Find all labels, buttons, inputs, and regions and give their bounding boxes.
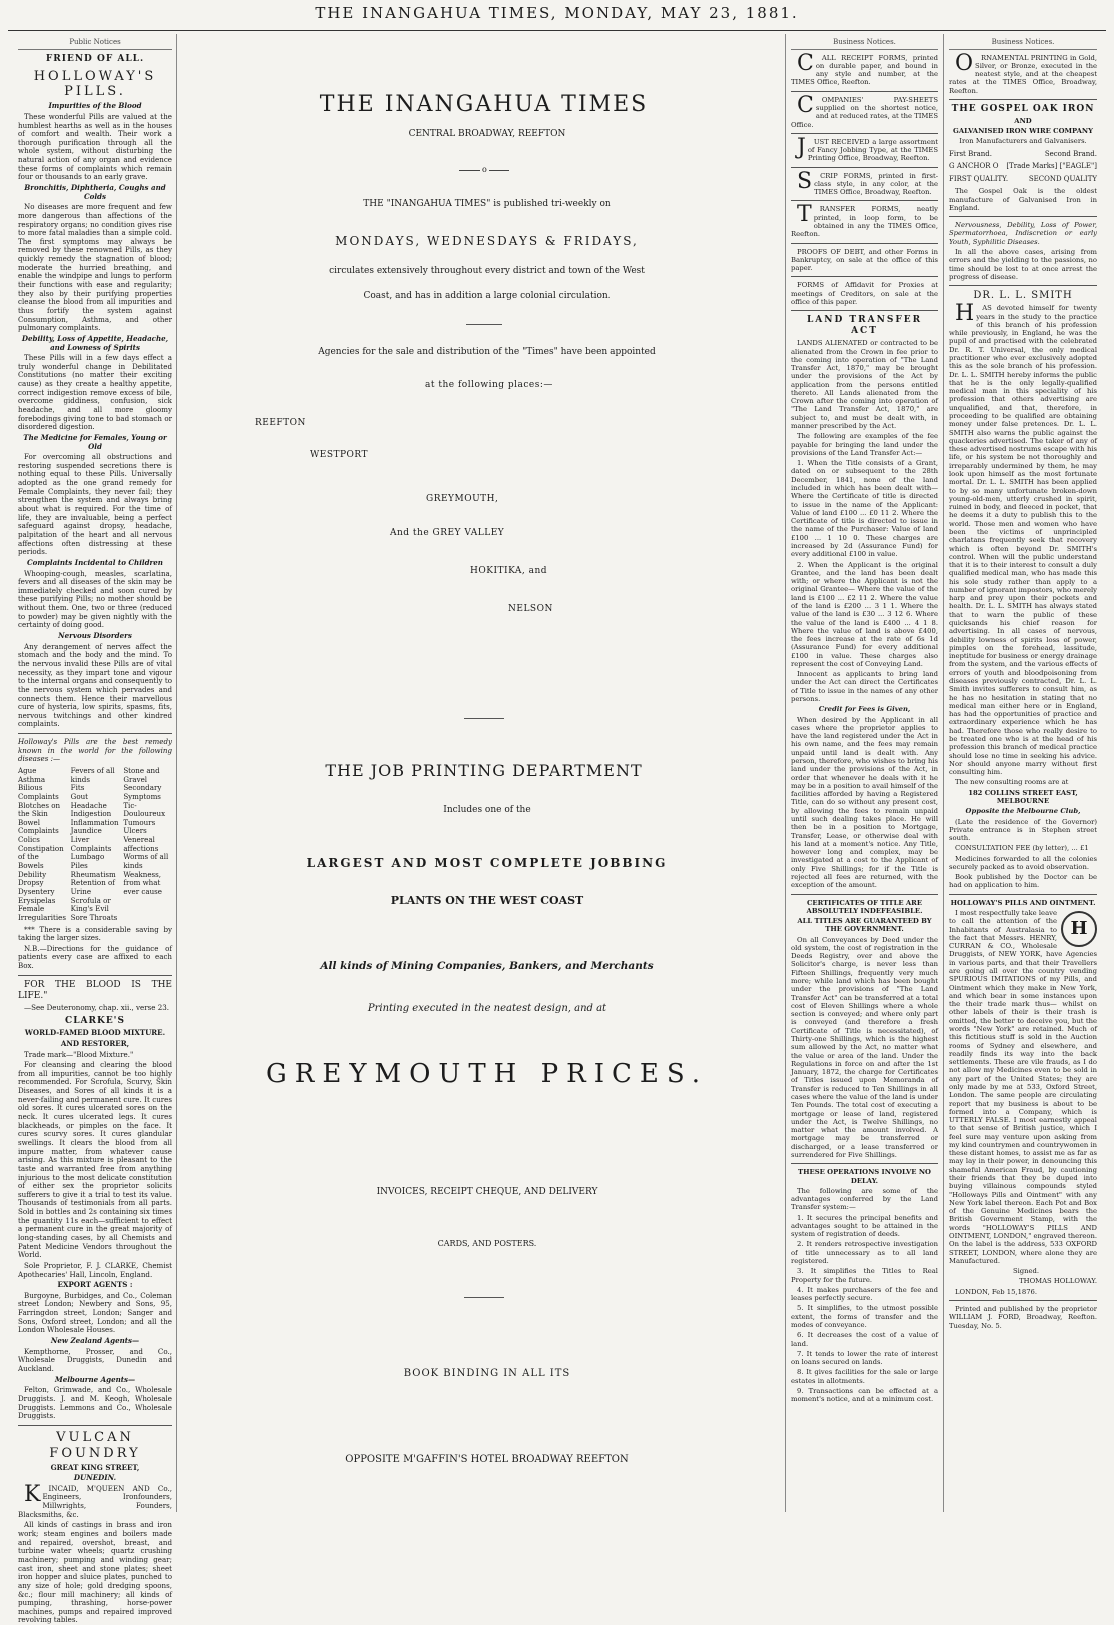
agencies-text: Agencies for the sale and distribution of the "Times" have been appointed [318,347,656,358]
paragraph: Innocent as applicants to bring land under the Act can direct the Certificates of Title to issue in the names of any other persons. [791,670,938,704]
disease-item: Ague [18,765,37,775]
disease-item: Rheumatism [70,869,116,879]
brand-label: First Brand. [949,149,992,158]
advantage-item: 2. It renders retrospective investigation of title unnecessary as to all land registered. [791,1240,938,1266]
notice: PROOFS OF DEBT, and other Forms in Bankruptcy, on sale at the office of this paper. [791,247,938,273]
clarke-title: CLARKE'S [65,1016,125,1027]
places-intro: at the following places:— [425,380,553,391]
vulcan-street: GREAT KING STREET, [50,1462,140,1472]
doctor-opposite: Opposite the Melbourne Club, [965,807,1081,816]
place-name: NELSON [508,604,553,615]
newspaper-title: THE INANGAHUA TIMES [319,92,649,117]
rule [464,1297,504,1298]
address: CENTRAL BROADWAY, REEFTON [408,128,566,139]
disease-item: Sore Throats [70,912,118,922]
paragraph: 1. When the Title consists of a Grant, dated on or subsequent to the 28th December, 1841, none of the land included in which has been dealt with— Where the Certificate of title is directed to issue in the name of the Applicant: Value of land £100 ... £0 11 2. Where the Certificate of title is directed to issue in the name of the Purchaser: Value of land £100 ... 1 10 0. These charges are increased by 2d (Assurance Fund) for every additional £100 in value. [791,459,938,559]
section-heading: EXPORT AGENTS : [57,1280,133,1290]
disease-item: Fevers of all kinds [70,765,115,784]
section-heading: THESE OPERATIONS INVOLVE NO DELAY. [798,1168,931,1185]
trade-marks: [Trade Marks] ["EAGLE"] [1006,162,1097,171]
proprietor: Sole Proprietor, F. J. CLARKE, Chemist Apothecaries' Hall, Lincoln, England. [18,1260,172,1279]
paragraph: CONSULTATION FEE (by letter), ... £1 [955,844,1089,853]
section-heading: Melbourne Agents— [54,1374,136,1384]
disease-item: Debility [18,869,47,879]
paragraph: Book published by the Doctor can be had on application to him. [949,873,1097,890]
signature: THOMAS HOLLOWAY. [1019,1277,1097,1286]
paragraph: Burgoyne, Burbidges, and Co., Coleman street London; Newbery and Sons, 95, Farringdon street, London; Sanger and Sons, Oxford street, London; and all the London Wholesale Houses. [18,1290,172,1335]
doctor-title: DR. L. L. SMITH [973,290,1073,302]
masthead-rule [8,30,1106,31]
trademark: Trade mark—"Blood Mixture." [24,1049,134,1059]
advantage-item: 6. It decreases the cost of a value of land. [791,1331,938,1348]
disease-item: Retention of Urine [70,878,115,896]
disease-item: Piles [70,861,88,871]
paragraph: The Gospel Oak is the oldest manufacture of Galvanised Iron in England. [949,187,1097,212]
rule [18,1425,172,1426]
note: *** There is a considerable saving by taking the larger sizes. [18,924,172,943]
advantage-item: 4. It makes purchasers of the fee and leases perfectly secure. [791,1285,938,1303]
notice: COMPANIES' PAY-SHEETS supplied on the shortest notice, and at reduced rates, at the TIMES Office. [791,92,938,129]
rule [791,91,938,92]
disease-item: Weakness, from what ever cause [123,869,162,896]
mining-text: All kinds of Mining Companies, Bankers, and Merchants [320,959,654,972]
paragraph: No diseases are more frequent and few more dangerous than affections of the respiratory organs; no condition gives rise to more fatal maladies than a simple cold. The first symptoms may always be removed by these renowned Pills, as they quickly remedy the stagnation of blood; moderate the hurried breathing, and enable the windpipe and lungs to perform their functions with ease and regularity; they also by their purifying properties cleanse the blood from all impurities and thus fortify the system against Consumption, Asthma, and other pulmonary complaints. [18,202,172,333]
brand-row [949,150,1097,159]
place-name: REEFTON [255,418,306,429]
advantage-item: 7. It tends to lower the rate of interest on loans secured on lands. [791,1349,938,1367]
paragraph: For cleansing and clearing the blood from all impurities, cannot be too highly recommended. For Scrofula, Scurvy, Skin Diseases, and Sores of all kinds it is a never-failing and permanent cure. It cures old sores. It cures ulcerated sores on the neck. It cures ulcerated legs. It cures blackheads, or pimples on the face. It cures scurvy sores. It cures glandular swellings. It clears the blood from all impure matter, from whatever cause arising. As this mixture is pleasant to the taste and warranted free from anything injurious to the most delicate constitution of either sex the proprietor solicits sufferers to give it a trial to test its value. Thousands of testimonials from all parts. Sold in bottles and 2s containing six times the quantity 11s each—sufficient to effect a permanent cure in the great majority of long-standing cases, by all Chemists and Patent Medicine Vendors throughout the World. [18,1060,172,1260]
remedy-heading: Holloway's Pills are the best remedy known in the world for the following diseases :— [18,737,172,764]
gospel-subtitle: GALVANISED IRON WIRE COMPANY [953,127,1093,136]
binding-text: BOOK BINDING IN ALL ITS [403,1368,571,1380]
paragraph: I most respectfully take leave to call the attention of the Inhabitants of Australasia to the fact that Messrs. HENRY, CURRAN & CO., Wholesale Druggists, of NEW YORK, have Agencies in various parts, and that their Travellers are going all over the country vending SPURIOUS IMITATIONS of my Pills, and Ointment which they make in New York, and which bear in some instances upon the their trade mark thus— whilst on other labels of their is their trash is omitted, the better to deceive you, but the words "New York" are retained. Much of this fictitious stuff is sold in the Auction rooms of Sydney and elsewhere, and readily finds its way into the back settlements. These are vile frauds, as I do not allow my Medicines even to be sold in any part of the United States; they are only made by me at 533, Oxford Street, London. The same people are circulating report that my business is about to be formed into a Company, which is UTTERLY FALSE. I most earnestly appeal to that sense of British justice, which I feel sure may venture upon asking from my kind countrymen and countrywomen in these distant homes, to assist me as far as may lay in their power, in denouncing this shameful American Fraud, by cautioning their friends that they be duped into buying villainous compounds styled "Holloways Pills and Ointment" with any New York label thereon. Each Pot and Box of the Genuine Medicines bears the British Government Stamp, with the words "HOLLOWAY'S PILLS AND OINTMENT, LONDON," engraved thereon. On the label is the address, 533 OXFORD STREET, LONDON, where alone they are Manufactured. [949,909,1097,1265]
disease-item: Dysentery [18,886,55,896]
rule [949,894,1097,895]
rule [949,216,1097,217]
clarke-subtitle: WORLD-FAMED BLOOD MIXTURE. [24,1028,166,1038]
place-name: And the GREY VALLEY [390,528,505,539]
column-public-notices [18,38,172,1625]
rule [949,99,1097,100]
paragraph: The following are some of the advantages conferred by the Land Transfer system:— [791,1186,938,1212]
vulcan-title: VULCAN FOUNDRY [49,1429,141,1461]
holloway-title: HOLLOWAY'S PILLS. [33,68,157,100]
paragraph: When desired by the Applicant in all cases where the proprietor applies to have the land registered under the Act in his own name, and the fees may remain unpaid until land is dealt with. Any person, therefore, who wishes to bring his land under the provisions of the Act, in order that whenever he deals with it he may be in a position to avail himself of the facilities afforded by having a Registered Title, can do so without any present cost, by allowing the fees to remain unpaid until such dealing takes place. He will then be in a position to Mortgage, Transfer, Lease, or otherwise deal with his land at a moment's notice. Any Title, however long and complex, may be investigated at a cost to the Applicant of only Five Shillings; for if the Title is rejected all fees are returned, with the exception of the amount. [791,715,938,890]
rule [791,894,938,895]
quality-label: FIRST QUALITY. [949,174,1009,183]
date: LONDON, Feb 15,1876. [955,1287,1038,1296]
column-header: Business Notices. [791,38,938,50]
masthead [0,4,1114,30]
caution-heading: HOLLOWAY'S PILLS AND OINTMENT. [950,898,1096,907]
signed: Signed. [1012,1267,1040,1276]
disease-item: Asthma [18,774,46,784]
disease-item: Scrofula or King's Evil [70,895,111,914]
brand-mark: G ANCHOR O [949,162,999,171]
coast-text: Coast, and has in addition a large colonial circulation. [363,291,611,302]
paragraph: LANDS ALIENATED or contracted to be alienated from the Crown in fee prior to the coming into operation of "The Land Transfer Act, 1870," may be brought under the provisions of the Act by application from the persons entitled thereto. All Lands alienated from the Crown after the coming into operation of "The Land Transfer Act, 1870," are subject to, and must be dealt with, in manner prescribed by the Act. [791,339,938,431]
disease-item: Tumours [123,817,156,827]
disease-item: Bowel Complaints [18,817,59,836]
section-heading: Impurities of the Blood [48,101,142,111]
invoices-text: INVOICES, RECEIPT CHEQUE, AND DELIVERY [376,1186,598,1197]
advantage-item: 5. It simplifies, to the utmost possible extent, the forms of transfer and the modes of conveyance. [791,1304,938,1329]
vulcan-city: DUNEDIN. [73,1473,117,1483]
rule [949,285,1097,286]
paragraph: For overcoming all obstructions and restoring suspended secretions there is nothing equal to these Pills. Universally adopted as the one grand remedy for Female Complaints, they never fail; they strengthen the system and always bring about what is required. For the time of life, they are invaluable, being a perfect safeguard against dropsy, headache, palpitation of the heart and all nervous affections often distressing at these periods. [18,452,172,557]
notice: CALL RECEIPT FORMS, printed on durable paper, and bound in any style and number, at the TIMES Office, Reefton. [791,50,938,87]
notice: FORMS of Affidavit for Proxies at meetings of Creditors, on sale at the office of this paper. [791,281,938,306]
advantage-item: 1. It secures the principal benefits and advantages sought to be attained in the system of registration of deeds. [791,1213,938,1239]
section-heading: Credit for Fees is Given, [818,705,911,714]
quality-label: SECOND QUALITY [1028,174,1097,183]
section-heading: Complaints Incidental to Children [27,557,163,567]
rule [791,167,938,168]
notice: JUST RECEIVED a large assortment of Fancy Jobbing Type, at the TIMES Printing Office, Broadway, Reefton. [797,134,938,163]
paragraph: 2. When the Applicant is the original Grantee, and the land has been dealt with; or where the Applicant is not the original Grantee— Where the value of the land is £100 ... £2 11 2. Where the value of the land is £200 ... 3 1 1. Where the value of the land is £30 ... 3 12 6. Where the value of the land is £400 ... 4 1 8. Where the value of land is above £400, the fees increase at the rate of 6s 1d (Assurance Fund) for every additional £100 in value. These charges also represent the cost of Conveying Land. [791,560,938,668]
rule [791,310,938,311]
disease-item: Constipation of the Bowels [18,843,64,871]
published-text: THE "INANGAHUA TIMES" is published tri-weekly on [363,198,611,209]
disease-item: Colics [18,835,40,845]
section-heading: Bronchitis, Diphtheria, Coughs and Colds [24,182,166,201]
paragraph: Kempthorne, Prosser, and Co., Wholesale Druggists, Dunedin and Auckland. [18,1346,172,1373]
brand-marks [949,162,1097,171]
advantages-list [791,1214,938,1404]
column-divider [785,34,786,1512]
seal-letter: H [1070,918,1088,940]
rule [791,243,938,244]
greymouth-prices: GREYMOUTH PRICES. [266,1058,708,1089]
largest-text: LARGEST AND MOST COMPLETE JOBBING [306,855,668,870]
section-heading: CERTIFICATES OF TITLE ARE ABSOLUTELY INDEFEASIBLE. [806,898,923,915]
paragraph: Any derangement of nerves affect the stomach and the body and the mind. To the nervous invalid these Pills are of vital necessity, as they impart tone and vigour to the internal organs and consequently to the nervous system which pervades and connects them. Hence their marvellous cure of hysteria, low spirits, spasms, fits, nervous twitchings and other kindred complaints. [18,641,172,729]
rule [791,276,938,277]
brand-label: Second Brand. [1044,149,1097,158]
gospel-makers: Iron Manufacturers and Galvanisers. [959,137,1087,146]
restorer-heading: AND RESTORER, [60,1038,130,1048]
place-name: HOKITIKA, and [470,566,548,577]
disease-item: Female Irregularities [18,904,67,922]
paragraph: Whooping-cough, measles, scarlatina, fevers and all diseases of the skin may be immediately checked and soon cured by these purifying Pills; no mother should be without them. One, two or three (reduced to powder) may be given nightly with the certainty of doing good. [18,568,172,630]
note: N.B.—Directions for the guidance of patients every case are affixed to each Box. [18,943,172,971]
disease-item: Ulcers [123,826,147,836]
section-heading: New Zealand Agents— [50,1336,140,1346]
rule [791,1163,938,1164]
places-block [190,358,778,688]
gospel-and: AND [1014,116,1032,125]
paragraph: (Late the residence of the Governor) Private entrance is in Stephen street south. [949,817,1097,843]
paragraph: Felton, Grimwade, and Co., Wholesale Druggists. J. and M. Keogh, Wholesale Druggists. Lemmons and Co., Wholesale Druggists. [18,1385,172,1421]
disease-item: Dropsy [18,878,44,888]
place-name: WESTPORT [310,450,369,461]
section-heading: The Medicine for Females, Young or Old [23,432,167,451]
section-heading: Debility, Loss of Appetite, Headache, and Lowness of Spirits [21,333,169,352]
disease-item: Gout [70,791,89,801]
doctor-address: 182 COLLINS STREET EAST, MELBOURNE [968,788,1078,805]
column-header: Public Notices [18,38,172,50]
notice: SCRIP FORMS, printed in first-class style, in any color, at the TIMES Office, Broadway, Reefton. [797,168,938,197]
disease-item: Lumbago [70,852,105,862]
rule [791,200,938,201]
rule [464,718,504,719]
includes-text: Includes one of the [443,804,531,815]
ornament [459,170,509,171]
place-name: GREYMOUTH, [426,494,499,505]
notice: ORNAMENTAL PRINTING in Gold, Silver, or Bronze, executed in the neatest style, and at the cheapest rates at the TIMES Office, Broadway, Reefton. [949,50,1097,95]
rule [949,1300,1097,1301]
rule [791,133,938,134]
column-header: Business Notices. [949,38,1097,50]
brand-quality [949,175,1097,184]
rule [18,733,172,734]
paragraph: Medicines forwarded to all the colonies securely packed as to avoid observation. [949,854,1097,871]
masthead-text: THE INANGAHUA TIMES, MONDAY, MAY 23, 1881. [315,4,799,22]
section-heading: ALL TITLES ARE GUARANTEED BY THE GOVERNMENT. [797,917,932,934]
disease-item: Fits [70,783,85,793]
disease-item: Bilious Complaints [18,783,59,801]
rule [466,324,502,325]
nervous-heading: Nervousness, Debility, Loss of Power, Spermatorrhoea, Indiscretion or early Youth, Syphilitic Diseases. [949,221,1097,246]
column-divider [176,34,177,1512]
gospel-oak-title: THE GOSPEL OAK IRON [951,103,1095,114]
paragraph: HAS devoted himself for twenty years in the study to the practice of this branch of his profession while previously, in England, he was the pupil of and practised with the celebrated Dr. R. T. Universal, the only medical practitioner who ever exclusively adopted this as the sole branch of his profession. Dr. L. L. SMITH hereby informs the public that he is the only legally-qualified medical man in this speciality of his profession that others advertising are unqualified, and that, therefore, in proceeding to be qualified are obtaining money under false pretences. Dr. L. L. SMITH also warns the public against the quackeries advertised. The taker of any of these advertised nostrums escape with his life, or his system be not thoroughly and irreparably undermined by them, he may look upon himself as the most fortunate mortal. Dr. L. L. SMITH has been applied to by so many unfortunate broken-down young-old-men, utterly crushed in spirit, ruined in body, and fleeced in pocket, that he deems it a duty to publish this to the world. Those men and women who have been the victims of unprincipled charlatans frequently seek that recovery which is often beyond Dr. SMITH's control. When will the public understand that it is to their interest to consult a duly qualified medical man, who has made this his sole study rather than apply to a number of ignorant impostors, who merely harp and prey upon their pockets and health. Dr. L. L. SMITH has always stated that to warn the public of these quicksands his chief reason for advertising. In all cases of nervous, debility lowness of spirits loss of power, pimples on the forehead, lassitude, ineptitude for business or energy drainage from the system, and the various effects of errors of youth and bloodpoisoning from diseases previously contracted, Dr. L. L. Smith invites sufferers to consult him, as he has no hesitation in stating that no medical man either here or in England, has had the opportunities of practice and extraordinary experience which he has had. Therefore those who really desire to be treated one who is at the head of his profession this branch of medical practice should lose no time in seeking his advice. Nor should anyone marry without first consulting him. [949,301,1097,777]
opposite-text: OPPOSITE M'GAFFIN'S HOTEL BROADWAY REEFTON [345,1454,629,1466]
blood-heading: FOR THE BLOOD IS THE LIFE." [18,979,172,1001]
notice: TRANSFER FORMS, neatly printed, in loop form, to be obtained in any the TIMES Office, Reefton. [791,202,938,239]
paragraph: KINCAID, M'QUEEN AND Co., Engineers, Ironfounders, Millwrights, Founders, Blacksmiths, &c. [18,1481,172,1519]
disease-item: Venereal affections [123,835,159,853]
imprint: Printed and published by the proprietor WILLIAM J. FORD, Broadway, Reefton. Tuesday, No. 5. [949,1304,1097,1330]
land-transfer-title: LAND TRANSFER ACT [806,315,923,337]
section-heading: Nervous Disorders [58,631,132,641]
paragraph: All kinds of castings in brass and iron work; steam engines and boilers made and repaired, overshot, breast, and turbine water wheels; quartz crushing machinery; pumping and winding gear; cast iron, sheet and stone plates; sheet iron hopper and sluice plates, punched to any size of hole; gold dredging spoons, &c.; flour mill machinery; all kinds of pumping, thrashing, horse-power machines, pumps and repaired improved revolving tables. [18,1520,172,1625]
paragraph: In all the above cases, arising from errors and the yielding to the passions, no time should be lost to at once arrest the progress of disease. [949,248,1097,281]
advantage-item: 8. It gives facilities for the sale or large estates in allotments. [791,1368,938,1385]
printing-text: Printing executed in the neatest design, and at [367,1002,607,1014]
cards-text: CARDS, AND POSTERS. [437,1239,537,1249]
circulation-text: circulates extensively throughout every district and town of the West [329,266,645,277]
holloway-seal-icon [1061,911,1097,947]
disease-item: Erysipelas [18,895,56,905]
plants-text: PLANTS ON THE WEST COAST [390,894,584,908]
paragraph: The new consulting rooms are at [955,778,1069,787]
disease-item: Secondary Symptoms [123,783,162,801]
disease-item: Stone and Gravel [123,765,160,784]
rule [18,975,172,976]
column-business-notices-2 [949,38,1097,1512]
blood-reference: —See Deuteronomy, chap. xii., verse 23. [24,1002,170,1012]
column-divider [943,34,944,1512]
disease-item: Headache [70,800,107,810]
disease-list [18,767,172,923]
disease-item: Inflammation [70,817,119,827]
disease-item: Blotches on the Skin [18,800,61,819]
days-text: MONDAYS, WEDNESDAYS & FRIDAYS, [335,233,639,248]
column-newspaper-notice [190,38,778,1512]
job-printing-title: THE JOB PRINTING DEPARTMENT [325,761,643,781]
disease-item: Liver Complaints [70,835,112,853]
disease-item: Tic-Douloureux [123,800,166,819]
advantage-item: 9. Transactions can be effected at a moment's notice, and at a minimum cost. [791,1386,938,1404]
paragraph: These Pills will in a few days effect a truly wonderful change in Debilitated Constitutions (no matter their exciting cause) as they create a healthy appetite, correct indigestion remove excess of bile, overcome giddiness, confusion, sick headache, and all more gloomy forebodings giving tone to bad stomach or disordered digestion. [18,353,172,432]
paragraph: On all Conveyances by Deed under the old system, the cost of registration in the Deeds Registry, over and above the Solicitor's charge, is never less than Fifteen Shillings, frequently very much more; while land which has been bought under the provisions of "The Land Transfer Act" can be transferred at a total cost of Eleven Shillings where a whole section is conveyed; and where only part is conveyed (and therefore a fresh Certificate of Title is necessitated), of Thirty-one Shillings, which is the highest sum allowed by the Act, no matter what the value or area of the land. Under the Regulations in force on and after the 1st January, 1872, the charge for Certificates of Titles issued upon Memoranda of Transfer is reduced to Ten Shillings in all cases where the value of the land is under Ten Pounds. The total cost of executing a mortgage or lease of land, registered under the Act, is Twelve Shillings, no matter what the amount involved. A mortgage may be transferred or discharged, or a lease transferred or surrendered for Five Shillings. [791,935,938,1159]
column-business-notices [791,38,938,1512]
disease-item: Worms of all kinds [123,852,169,871]
disease-item: Jaundice [70,826,102,836]
paragraph: The following are examples of the fee payable for bringing the land under the provisions of the Land Transfer Act:— [791,432,938,457]
disease-item: Indigestion [70,809,112,819]
paragraph: These wonderful Pills are valued at the humblest hearths as well as in the houses of comfort and wealth. Their work a thorough purification through all the whole system, without disturbing the natural action of any organ and evidence these forms of complaints which remain four or thousands to an early grave. [18,111,172,182]
advantage-item: 3. It simplifies the Titles to Real Property for the future. [791,1267,938,1284]
friend-heading: FRIEND OF ALL. [45,53,145,64]
